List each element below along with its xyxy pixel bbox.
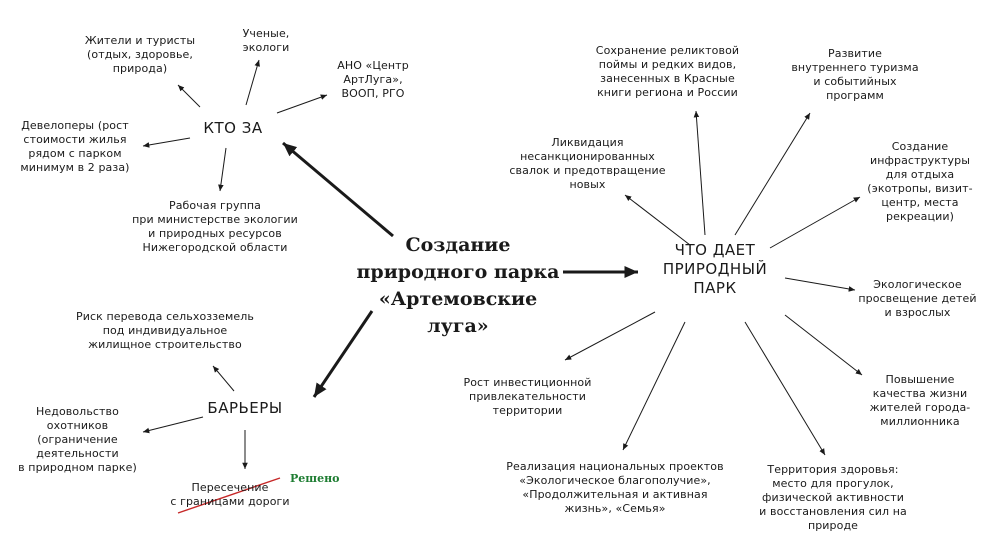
benefit-investment: Рост инвестиционной привлекательности территории <box>463 376 592 417</box>
benefit-relict: Сохранение реликтовой поймы и редких видов, занесенных в Красные книги региона и России <box>595 44 740 99</box>
arrow-benefit-health <box>745 322 825 455</box>
arrow-kto-za-residents <box>178 85 200 107</box>
arrow-kto-za-developers <box>143 138 190 146</box>
arrow-kto-za-workgroup <box>220 148 226 191</box>
arrow-barriers-hunters <box>143 417 203 432</box>
center-title: Создание природного парка «Артемовские луга» <box>356 234 560 337</box>
benefit-national: Реализация национальных проектов «Экологическое благополучие», «Продолжительная и активная жизнь», «Семья» <box>506 460 724 515</box>
kto-za-workgroup: Рабочая группа при министерстве экологии и природных ресурсов Нижегородской области <box>132 199 298 254</box>
benefit-infrastructure: Создание инфраструктуры для отдыха (экотропы, визит- центр, места рекреации) <box>867 140 973 223</box>
kto-za-ano: АНО «Центр АртЛуга», ВООП, РГО <box>337 59 409 100</box>
arrow-benefit-national <box>623 322 685 450</box>
benefit-health: Территория здоровья: место для прогулок, физической активности и восстановления сил на природе <box>759 463 907 532</box>
benefit-education: Экологическое просвещение детей и взрослых <box>858 278 977 319</box>
arrow-benefit-education <box>785 278 855 290</box>
benefit-tourism: Развитие внутреннего туризма и событийных программ <box>791 47 919 102</box>
arrow-benefit-quality <box>785 315 862 375</box>
solved-badge: Решено <box>290 472 340 485</box>
barrier-land-risk: Риск перевода сельхозземель под индивидуальное жилищное строительство <box>75 310 255 351</box>
benefit-quality: Повышение качества жизни жителей города- миллионника <box>869 373 971 428</box>
arrow-benefit-tourism <box>735 113 810 235</box>
barrier-hunters: Недовольство охотников (ограничение деятельности в природном парке) <box>18 405 137 474</box>
kto-za-developers: Девелоперы (рост стоимости жилья рядом с парком минимум в 2 раза) <box>20 119 130 174</box>
arrow-kto-za-scientists <box>246 60 259 105</box>
barrier-road: Пересечение с границами дороги <box>170 481 290 508</box>
arrow-benefit-relict <box>696 111 705 235</box>
hub-kto-za: КТО ЗА <box>203 119 263 137</box>
arrow-barriers-land-risk <box>213 366 234 391</box>
arrow-benefit-investment <box>565 312 655 360</box>
benefit-dumps: Ликвидация несанкционированных свалок и предотвращение новых <box>509 136 666 191</box>
kto-za-scientists: Ученые, экологи <box>242 27 290 54</box>
hub-barriers: БАРЬЕРЫ <box>207 399 283 417</box>
hub-benefits: ЧТО ДАЕТ ПРИРОДНЫЙ ПАРК <box>662 241 768 297</box>
arrow-benefit-dumps <box>625 195 690 245</box>
kto-za-residents: Жители и туристы (отдых, здоровье, природа) <box>84 34 196 75</box>
